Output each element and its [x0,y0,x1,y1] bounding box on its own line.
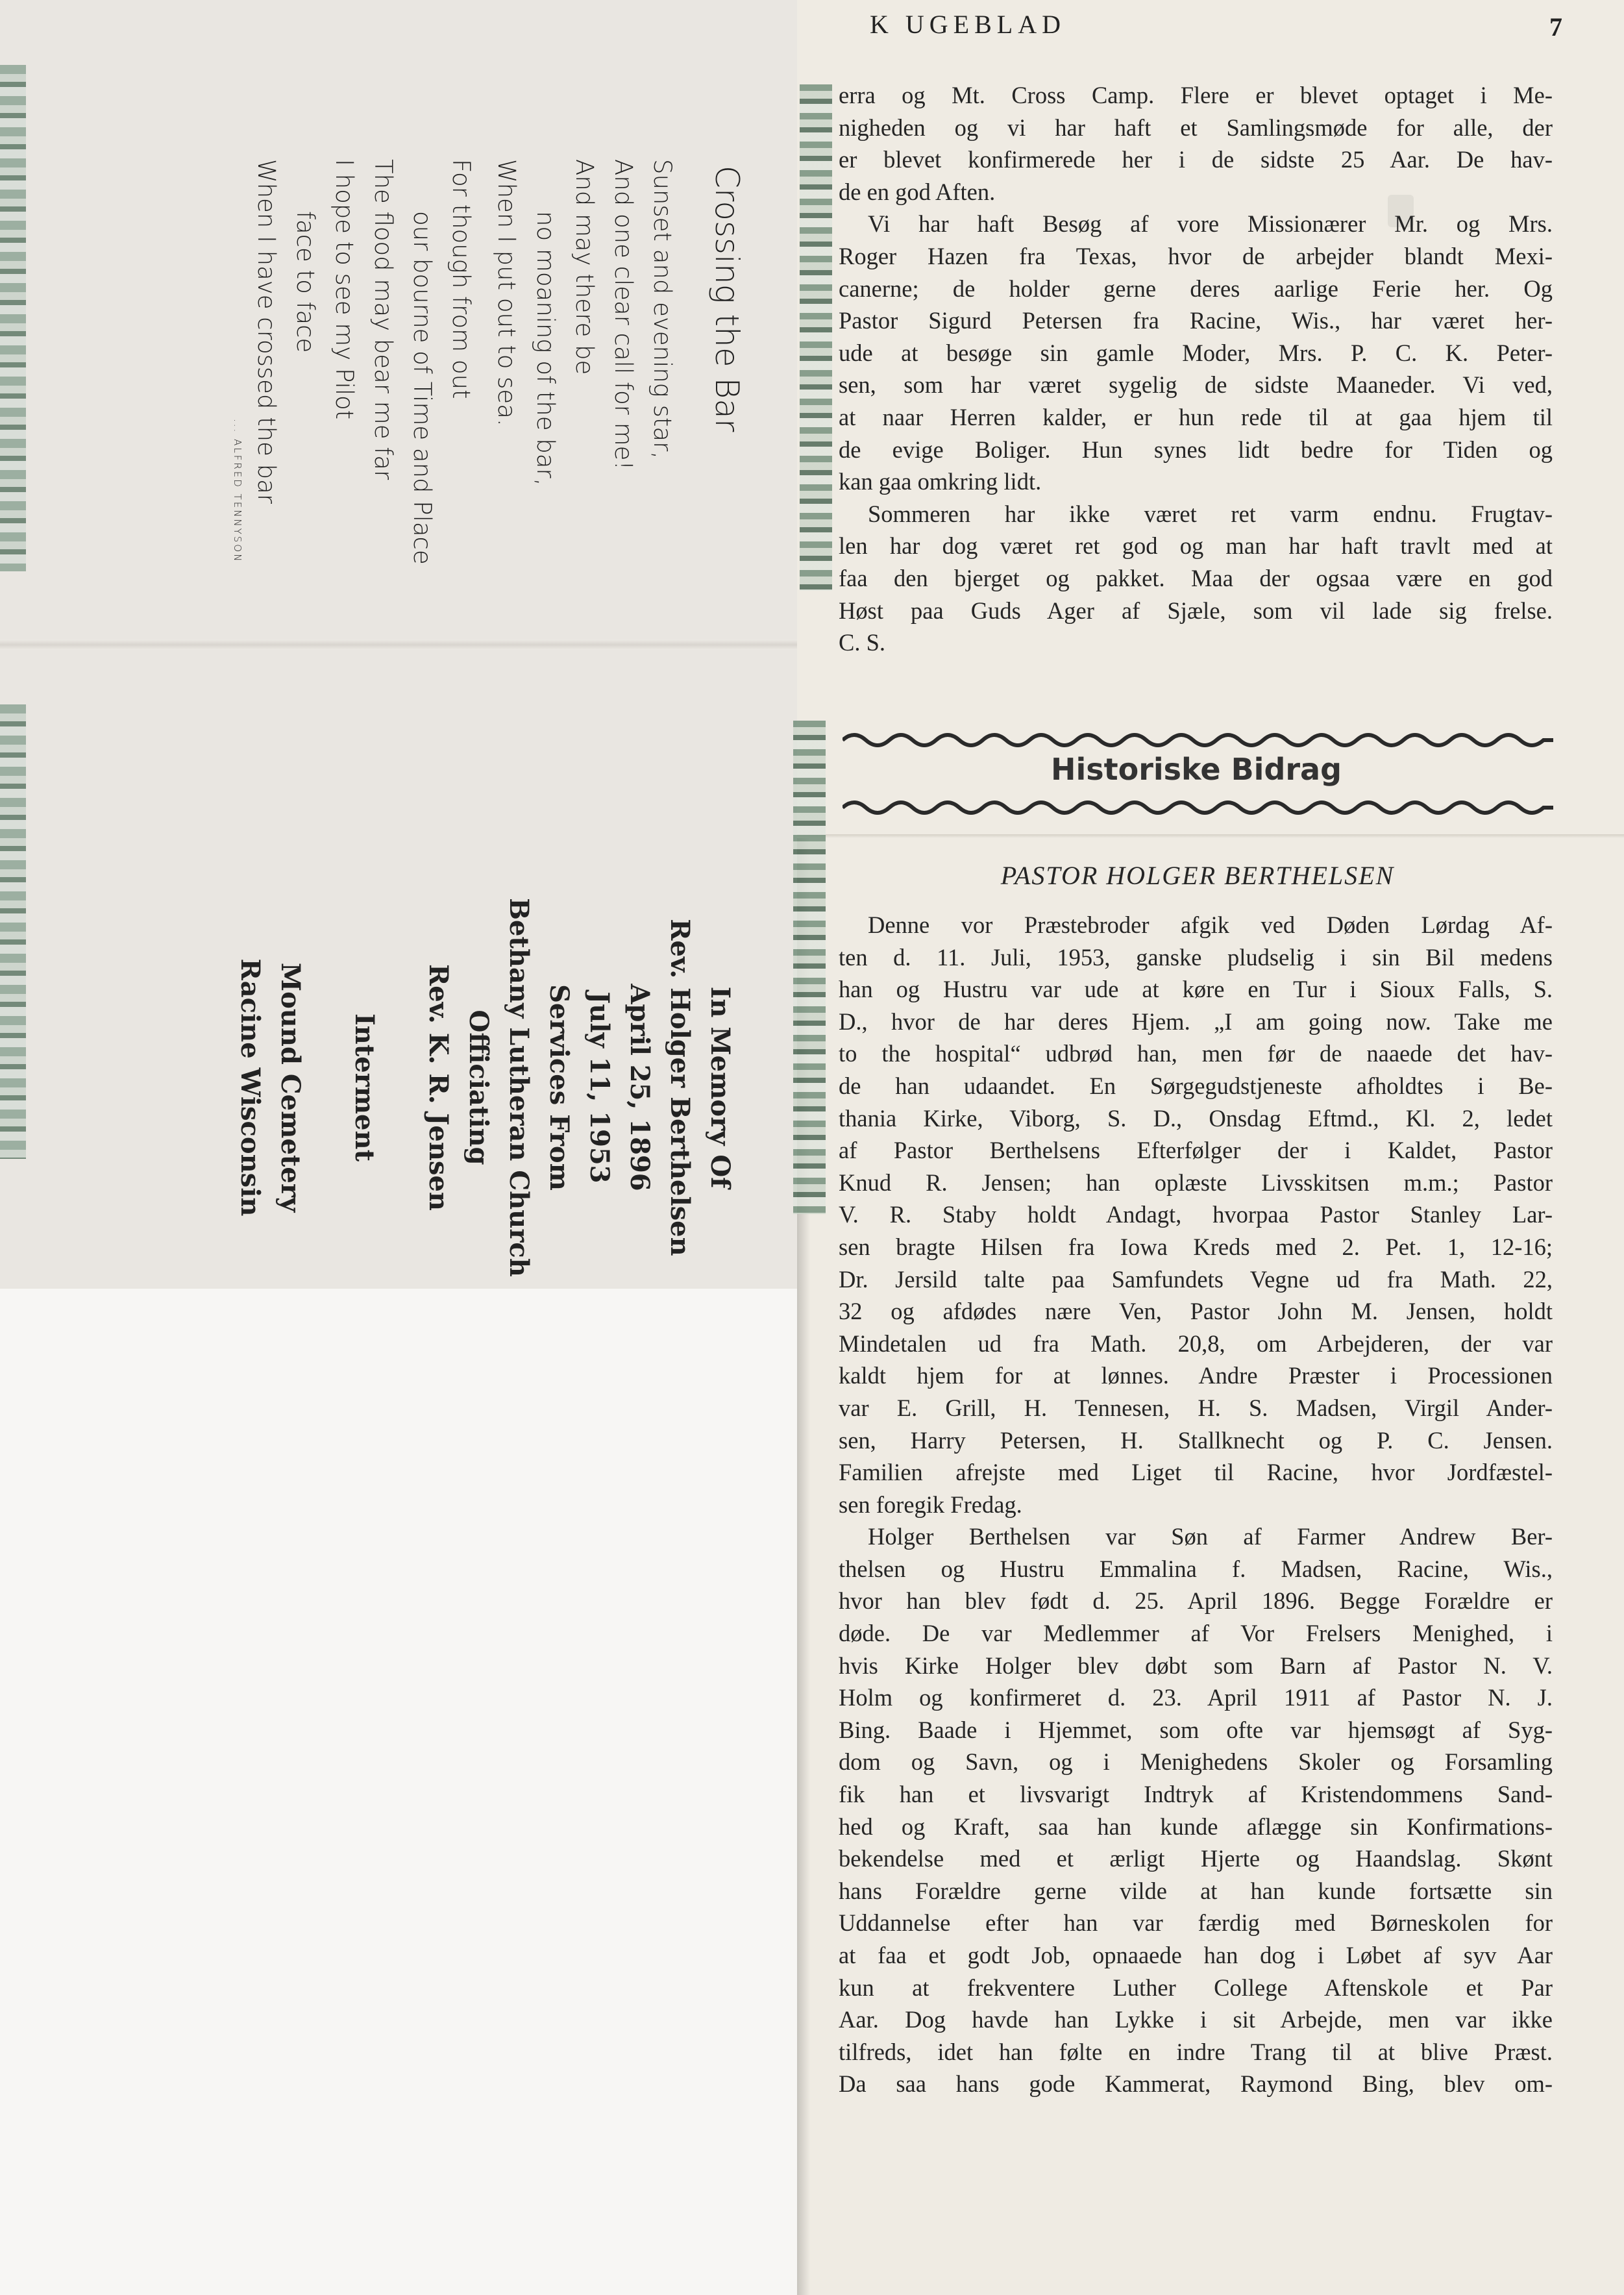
poem-line: And may there be [571,159,598,375]
text-line: af Pastor Berthelsens Efterfølger der i Kaldet, Pastor [839,1137,1553,1164]
poem-line: When I put out to sea. [493,159,521,427]
text-line: Uddannelse efter han var færdig med Børneskolen for [839,1909,1553,1937]
wavy-rule-bottom [843,795,1553,821]
text-line: Holm og konfirmeret d. 23. April 1911 af Pastor N. J. [839,1684,1553,1711]
text-line: tilfreds, idet han følte en indre Trang til at blive Præst. [839,2038,1553,2065]
interment-label: Interment [349,1013,380,1162]
wavy-rule-top [843,727,1553,753]
text-line: hvor han blev født d. 25. April 1896. Begge Forældre er [839,1587,1553,1615]
text-line: V. R. Staby holdt Andagt, hvorpaa Pastor Stanley Lar- [839,1201,1553,1228]
cemetery-name: Mound Cemetery [275,962,306,1213]
obituary-article [839,909,1553,2100]
poem-line: When I have crossed the bar [252,159,280,504]
text-line: ude at besøge sin gamle Moder, Mrs. P. C. K. Peter- [839,339,1553,366]
officiant-name: Rev. K. R. Jensen [423,964,454,1211]
text-line: len har dog været ret god og man har haft travlt med at [839,532,1553,560]
text-line: Aar. Dog havde han Lykke i sit Arbejde, men var ikke [839,2006,1553,2033]
text-line: Denne vor Præstebroder afgik ved Døden Lørdag Af- [868,912,1553,938]
card-floral-border-bottom [0,704,26,1159]
text-line: sen foregik Fredag. [839,1491,1022,1518]
text-line: hans Forældre gerne vilde at han kunde fortsætte sin [839,1877,1553,1904]
text-line: to the hospital“ udbrød han, men før de naaede det hav- [839,1040,1553,1067]
text-line: kun at frekventere Luther College Aftenskole et Par [839,1974,1553,2001]
birth-date: April 25, 1896 [624,984,655,1191]
poem-line: face to face [291,211,319,353]
poem-line: Sunset and evening star, [648,159,676,460]
floral-vine-border [800,84,832,591]
poem-author: ... ALFRED TENNYSON [232,419,243,564]
text-line: ten d. 11. Juli, 1953, ganske pludselig i sin Bil medens [839,943,1553,971]
poem-crossing-the-bar [218,159,746,743]
text-line: dom og Savn, og i Menighedens Skoler og Forsamling [839,1748,1553,1776]
text-line: de evige Boliger. Hun synes lidt bedre for Tiden og [839,436,1553,463]
text-line: bekendelse med et ærligt Hjerte og Haandslag. Skønt [839,1845,1553,1872]
page-number: 7 [1549,12,1562,42]
church-name: Bethany Lutheran Church [504,898,534,1277]
text-line: thelsen og Hustru Emmalina f. Madsen, Racine, Wis., [839,1555,1553,1582]
text-line: er blevet konfirmerede her i de sidste 25 Aar. De hav- [839,146,1553,173]
text-line: sen, Harry Petersen, H. Stallknecht og P. C. Jensen. [839,1426,1553,1454]
text-line: canerne; de holder gerne deres aarlige Ferie her. Og [839,275,1553,302]
text-line: Pastor Sigurd Petersen fra Racine, Wis., har været her- [839,307,1553,334]
memorial-details [230,860,740,1315]
text-line: hvis Kirke Holger blev døbt som Barn af Pastor N. V. [839,1652,1553,1679]
article-title: PASTOR HOLGER BERTHELSEN [1000,861,1395,890]
text-line: Høst paa Guds Ager af Sjæle, som vil lade sig frelse. [839,597,1553,624]
cemetery-location: Racine Wisconsin [235,958,265,1217]
text-line: Bing. Baade i Hjemmet, som ofte var hjemsøgt af Syg- [839,1716,1553,1743]
text-line: sen, som har været sygelig de sidste Maaneder. Vi ved, [839,371,1553,399]
text-line: at naar Herren kalder, er hun rede til at gaa hjem til [839,403,1553,430]
poem-line: And one clear call for me! [609,159,637,471]
poem-line: I hope to see my Pilot [330,159,358,420]
death-date: July 11, 1953 [584,991,615,1184]
text-line: Roger Hazen fra Texas, hvor de arbejder blandt Mexi- [839,242,1553,269]
text-line: sen bragte Hilsen fra Iowa Kreds med 2. Pet. 1, 12-16; [839,1233,1553,1260]
section-title: Historiske Bidrag [1050,752,1342,787]
floral-vine-border [793,721,826,1214]
poem-title: Crossing the Bar [708,166,746,432]
text-line: døde. De var Medlemmer af Vor Frelsers Menighed, i [839,1620,1553,1647]
text-line: erra og Mt. Cross Camp. Flere er blevet optaget i Me- [839,82,1553,108]
card-floral-border-top [0,65,26,571]
officiating-label: Officiating [463,1010,494,1165]
poem-line: our bourne of Time and Place [408,211,436,565]
text-line: fik han et livsvarigt Indtryk af Kristendommens Sand- [839,1781,1553,1808]
text-line: de han udaandet. En Sørgegudstjeneste afholdtes i Be- [839,1072,1553,1099]
poem-line: The flood may bear me far [369,159,397,480]
text-line: kaldt hjem for at lønnes. Andre Præster i Processionen [839,1362,1553,1389]
text-line: Holger Berthelsen var Søn af Farmer Andrew Ber- [868,1523,1553,1550]
poem-line: no moaning of the bar, [532,211,560,486]
text-line: de en god Aften. [839,178,996,205]
memorial-heading: In Memory Of [705,986,735,1189]
text-line: Sommeren har ikke været ret varm endnu. Frugtav- [868,500,1553,527]
text-line: var E. Grill, H. Tennesen, H. S. Madsen, Virgil Ander- [839,1394,1553,1421]
text-line: Da saa hans gode Kammerat, Raymond Bing, blev om- [839,2070,1553,2098]
text-line: faa den bjerget og pakket. Maa der ogsaa være en god [839,564,1553,591]
text-line: D., hvor de har deres Hjem. „I am going now. Take me [839,1008,1553,1035]
text-line: Dr. Jersild talte paa Samfundets Vegne ud fra Math. 22, [839,1265,1553,1293]
newspaper-header: K UGEBLAD [870,10,1066,39]
text-line: thania Kirke, Viborg, S. D., Onsdag Eftmd., Kl. 2, ledet [839,1104,1553,1132]
text-line: han og Hustru var ude at køre en Tur i Sioux Falls, S. [839,976,1553,1003]
text-line: kan gaa omkring lidt. [839,468,1042,495]
text-line: hed og Kraft, saa han kunde aflægge sin Konfirmations- [839,1813,1553,1840]
text-line: Knud R. Jensen; han oplæste Livsskitsen m.m.; Pastor [839,1169,1553,1196]
signature: C. S. [839,629,886,656]
text-line: Vi har haft Besøg af vore Missionærer Mr. og Mrs. [868,210,1553,238]
church-news-column [839,79,1553,659]
poem-line: For though from out [447,159,475,399]
text-line: 32 og afdødes nære Ven, Pastor John M. Jensen, holdt [839,1298,1553,1325]
text-line: Mindetalen ud fra Math. 20,8, om Arbejderen, der var [839,1330,1553,1357]
text-line: Familien afrejste med Liget til Racine, hvor Jordfæstel- [839,1459,1553,1486]
deceased-name: Rev. Holger Berthelsen [665,919,695,1256]
text-line: nigheden og vi har haft et Samlingsmøde for alle, der [839,114,1553,141]
clipping-tear-edge [797,834,1624,838]
services-label: Services From [544,984,574,1191]
text-line: at faa et godt Job, opnaaede han dog i Løbet af syv Aar [839,1942,1553,1968]
